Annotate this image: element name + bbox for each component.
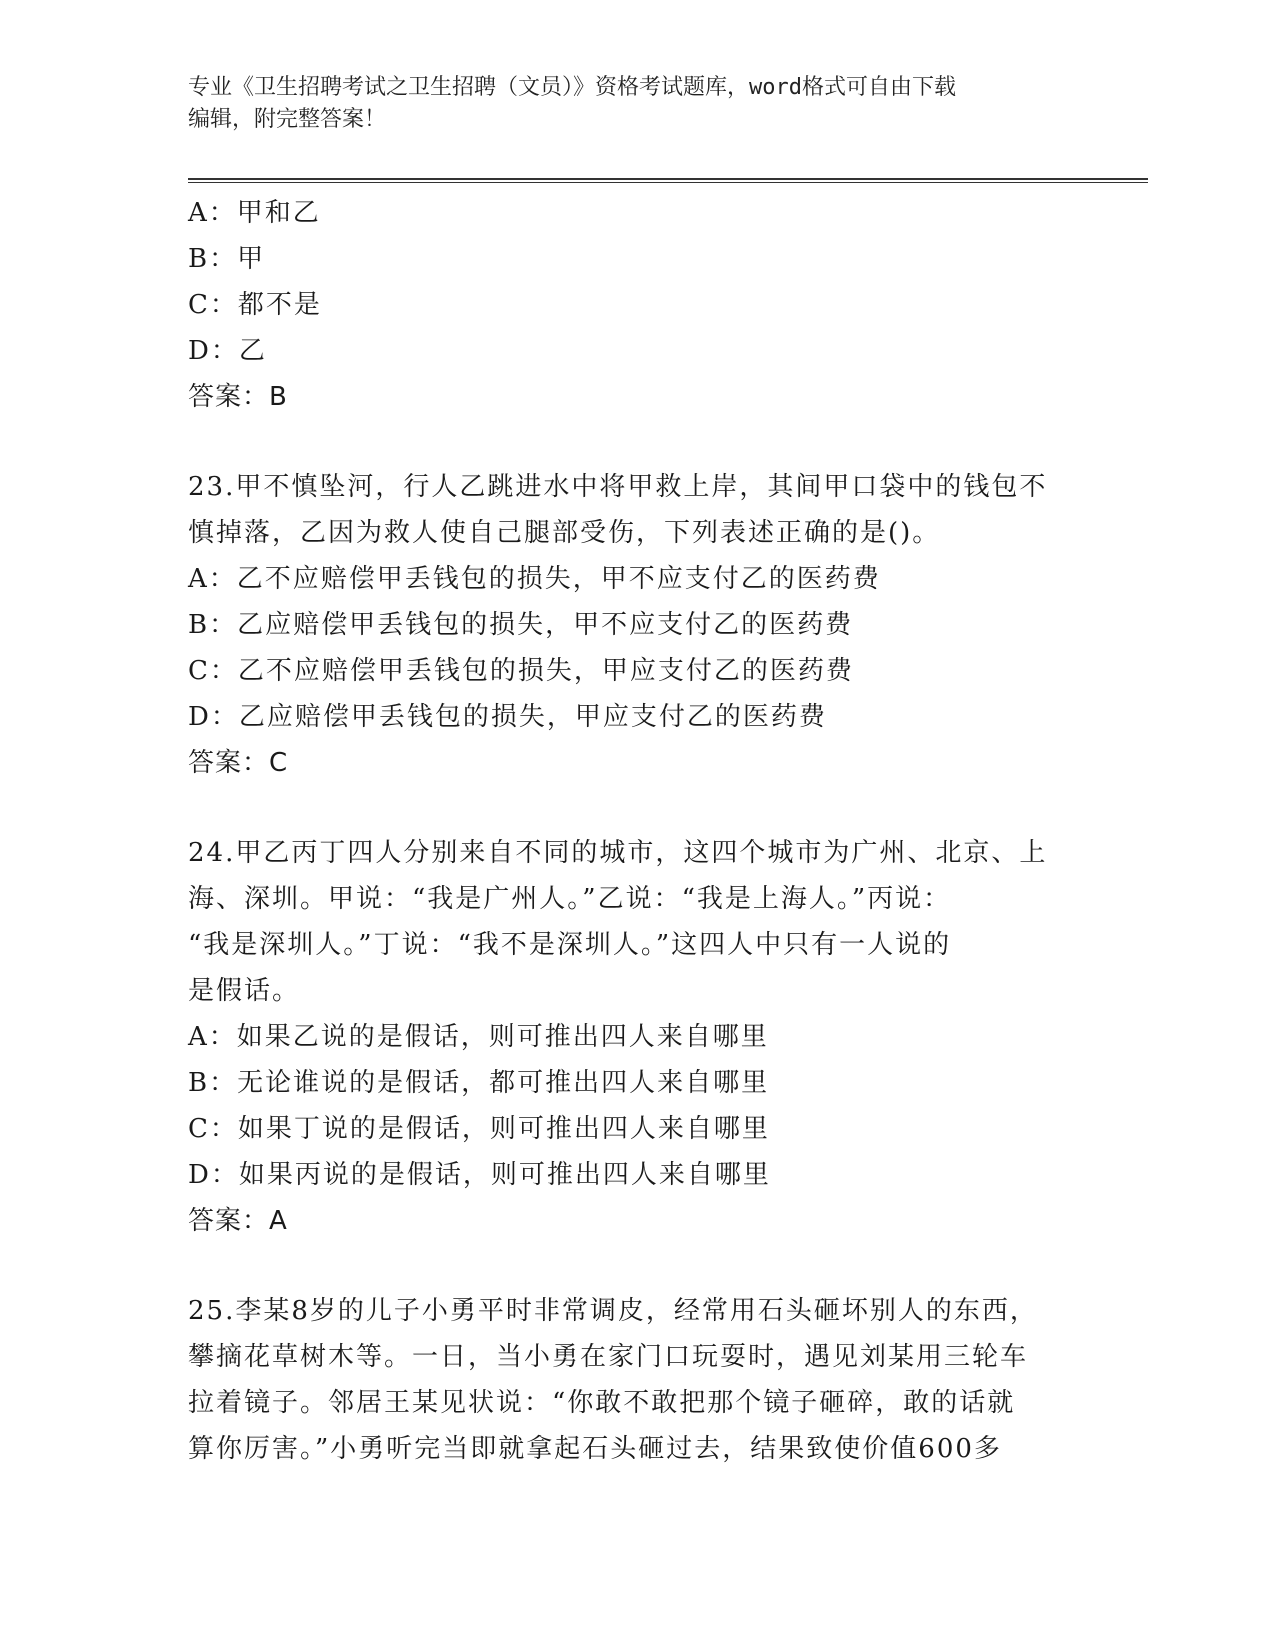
header-divider: [188, 178, 1148, 180]
option-c: C：都不是: [188, 290, 322, 320]
option-b: B：无论谁说的是假话，都可推出四人来自哪里: [188, 1068, 770, 1098]
question-stem-line: 慎掉落，乙因为救人使自己腿部受伤，下列表述正确的是()。: [188, 518, 941, 548]
header-divider-thin: [188, 182, 1148, 183]
question-stem-line: 海、深圳。甲说：“我是广州人。”乙说：“我是上海人。”丙说：: [188, 884, 952, 914]
option-a: A：如果乙说的是假话，则可推出四人来自哪里: [188, 1022, 769, 1052]
option-b: B：乙应赔偿甲丢钱包的损失，甲不应支付乙的医药费: [188, 610, 854, 640]
option-d: D：如果丙说的是假话，则可推出四人来自哪里: [188, 1160, 771, 1190]
option-a: A：甲和乙: [188, 198, 321, 228]
question-22: [188, 190, 1088, 420]
question-24: [188, 830, 1088, 1244]
option-c: C：乙不应赔偿甲丢钱包的损失，甲应支付乙的医药费: [188, 656, 854, 686]
question-stem-line: 算你厉害。”小勇听完当即就拿起石头砸过去，结果致使价值600多: [188, 1434, 1002, 1464]
option-d: D：乙应赔偿甲丢钱包的损失，甲应支付乙的医药费: [188, 702, 827, 732]
question-stem-line: 24.甲乙丙丁四人分别来自不同的城市，这四个城市为广州、北京、上: [188, 838, 1048, 868]
question-25: [188, 1288, 1088, 1472]
question-stem-line: 23.甲不慎坠河，行人乙跳进水中将甲救上岸，其间甲口袋中的钱包不: [188, 472, 1048, 502]
question-stem-line: 拉着镜子。邻居王某见状说：“你敢不敢把那个镜子砸碎，敢的话就: [188, 1388, 1016, 1418]
page-header: [188, 72, 1088, 136]
option-a: A：乙不应赔偿甲丢钱包的损失，甲不应支付乙的医药费: [188, 564, 881, 594]
answer-line: 答案：B: [188, 382, 288, 412]
question-list: [188, 190, 1088, 1472]
question-stem-line: “我是深圳人。”丁说：“我不是深圳人。”这四人中只有一人说的: [188, 930, 952, 960]
option-d: D：乙: [188, 336, 267, 366]
answer-line: 答案：A: [188, 1206, 288, 1236]
option-b: B：甲: [188, 244, 266, 274]
option-c: C：如果丁说的是假话，则可推出四人来自哪里: [188, 1114, 770, 1144]
question-stem-line: 是假话。: [188, 976, 301, 1006]
header-line-2: 编辑，附完整答案！: [188, 107, 387, 132]
header-line-1: 专业《卫生招聘考试之卫生招聘（文员）》资格考试题库，word格式可自由下载: [188, 75, 956, 100]
question-stem-line: 攀摘花草树木等。一日，当小勇在家门口玩耍时，遇见刘某用三轮车: [188, 1342, 1029, 1372]
question-stem-line: 25.李某8岁的儿子小勇平时非常调皮，经常用石头砸坏别人的东西，: [188, 1296, 1038, 1326]
answer-line: 答案：C: [188, 748, 289, 778]
question-23: [188, 464, 1088, 786]
